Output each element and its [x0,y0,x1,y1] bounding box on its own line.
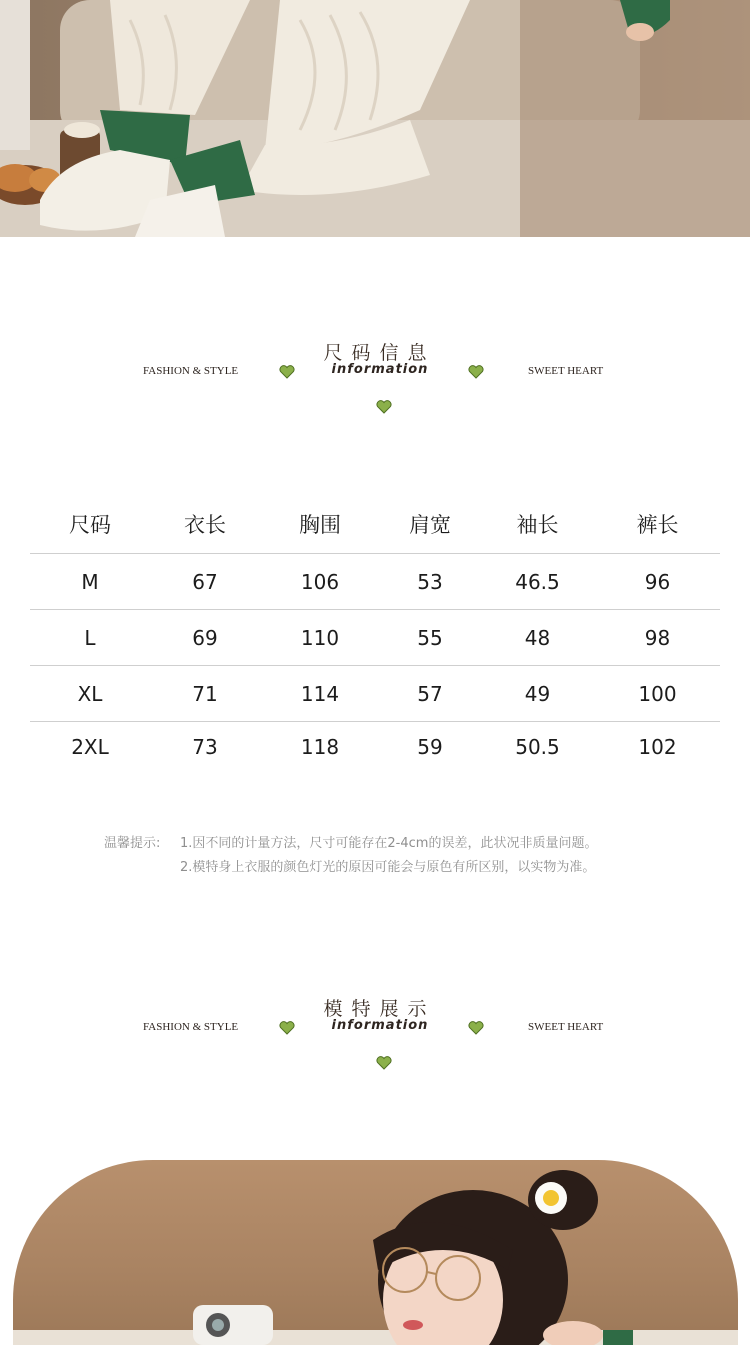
information-label: information [331,1018,429,1033]
model-photo [13,1160,738,1345]
table-row [30,666,720,722]
tip-line-1 [104,832,724,856]
size-tips [104,832,724,880]
header-sleeve: 袖长 [480,495,595,554]
size-info-title: 尺码信息 [323,342,436,364]
table-cell: 96 [595,554,720,610]
table-cell: 48 [480,610,595,666]
tip-text-2: 2.模特身上衣服的颜色灯光的原因可能会与原色有所区别，以实物为准。 [180,860,596,875]
model-display-title: 模特展示 [323,998,436,1020]
table-cell: 50.5 [515,735,560,759]
table-cell: 100 [595,666,720,722]
table-cell: 114 [260,666,380,722]
top-product-photo [0,0,750,237]
fashion-style-label: FASHION & STYLE [143,1021,239,1033]
table-row [30,722,720,773]
pajama-legs-illustration [0,0,750,237]
table-cell: 73 [192,735,218,759]
fashion-style-label: FASHION & STYLE [143,365,239,377]
table-cell: 98 [595,610,720,666]
heart-icon [468,365,484,379]
header-size: 尺码 [30,495,150,554]
table-cell: 69 [150,610,260,666]
table-cell: 59 [417,735,443,759]
table-cell: 2XL [71,735,109,759]
table-cell: 106 [260,554,380,610]
heart-icon [468,1021,484,1035]
table-cell: 57 [380,666,480,722]
model-girl-illustration [13,1160,738,1345]
tip-label: 温馨提示: [104,836,161,851]
sweet-heart-label: SWEET HEART [528,1021,604,1033]
table-cell: 55 [380,610,480,666]
table-cell: 46.5 [480,554,595,610]
header-length: 衣长 [150,495,260,554]
table-cell: XL [30,666,150,722]
size-info-header [0,338,750,428]
table-header-row [30,495,720,554]
table-row [30,610,720,666]
table-cell: 118 [300,735,340,759]
header-chest: 胸围 [260,495,380,554]
tip-line-2 [104,856,724,880]
table-cell: 71 [150,666,260,722]
size-chart-table [30,495,720,772]
table-cell: 67 [150,554,260,610]
sweet-heart-label: SWEET HEART [528,365,604,377]
heart-icon [376,400,392,414]
table-cell: 102 [638,735,677,759]
table-cell: M [30,554,150,610]
information-label: information [331,362,429,377]
table-cell: 49 [480,666,595,722]
table-cell: 110 [260,610,380,666]
table-row [30,554,720,610]
heart-icon [376,1056,392,1070]
header-pants: 裤长 [595,495,720,554]
tip-text-1: 1.因不同的计量方法，尺寸可能存在2-4cm的误差，此状况非质量问题。 [180,836,598,851]
header-shoulder: 肩宽 [380,495,480,554]
model-display-header [0,994,750,1084]
table-cell: L [30,610,150,666]
table-cell: 53 [380,554,480,610]
